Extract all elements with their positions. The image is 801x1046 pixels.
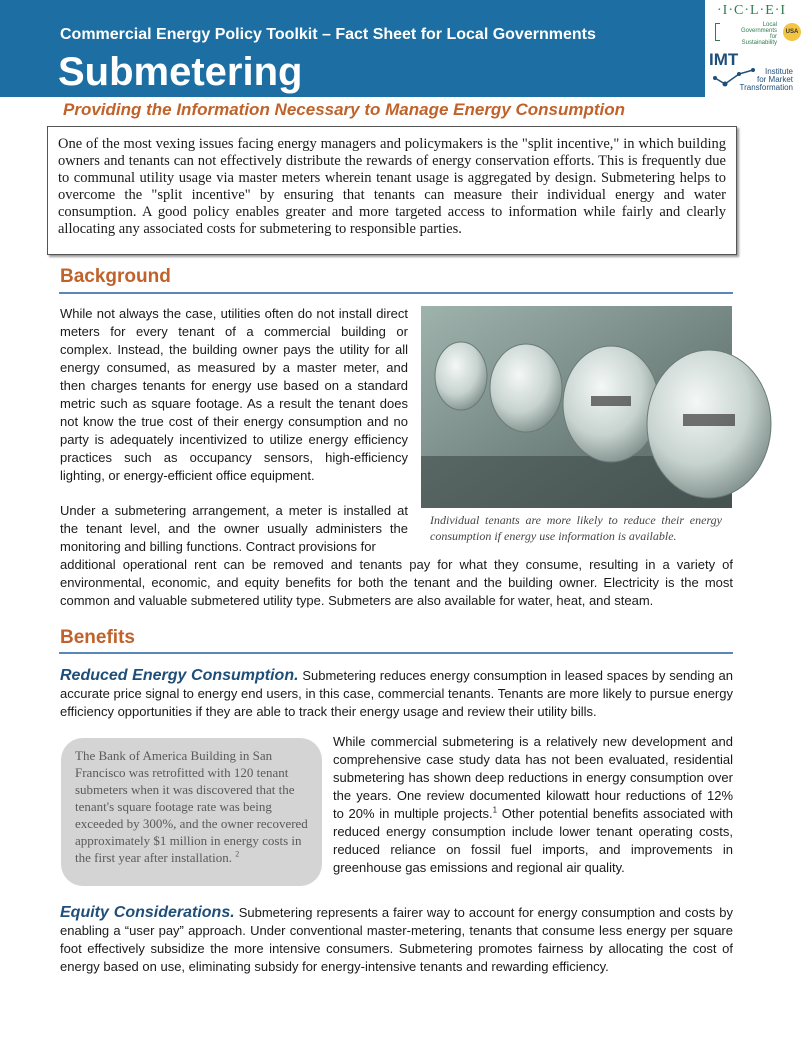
background-heading: Background [60,266,171,287]
iclei-bracket [715,23,720,41]
imt-tagline-line: Institute [764,67,793,76]
callout-text: The Bank of America Building in San Francisco was retrofitted with 120 tenant submeters when it was discovered that the tenant's square footage rate was being exceeded by 300%, and the owner recovered approximately $1 million in energy costs in the first year after installation. [75,748,308,865]
reduced-consumption-paragraph [60,667,733,721]
iclei-tagline-line: for Sustainability [741,34,777,46]
equity-paragraph [60,904,733,976]
electric-meters-photo [421,306,732,508]
residential-text: While commercial submetering is a relatively new development and comprehensive case study data has not been evaluated, residential submetering has shown deep reductions in energy consumption over the years. One review documented kilowatt hour reductions of 12% to 20% in multiple projects. [333,734,733,821]
residential-text-continued: Other potential benefits associated with reduced energy consumption include lower tenant operating costs, reduced reliance on fossil fuel imports, and improvements in greenhouse gas emissions and regional air quality. [333,806,733,875]
background-paragraph-1: While not always the case, utilities often do not install direct meters for every tenant of a commercial building or complex. Instead, the building owner pays the utility for all energy consumed, as measured by a master meter, and then charges tenants for energy use based on a standard metric such as square footage. As a result the tenant does not know the true cost of their energy consumption and no party is adequately incentivized to utilize energy efficiency practices such as occupancy sensors, high-efficiency lighting, or energy-efficient office equipment. [60,306,408,483]
electric-meters-illustration [421,306,732,508]
equity-text: Submetering represents a fairer way to account for energy consumption and costs by enabling a “user pay” approach. Under conventional master-metering, tenants that consume less energy per square foot effectively subsidize the more intensive consumers. Submetering promotes fairness by allocating the cost of energy based on use, eliminating subsidy for energy-intensive tenants and rewarding efficiency. [60,905,733,974]
imt-logo [705,48,797,96]
iclei-tagline-line: Governments [740,28,777,34]
case-study-callout [61,738,322,886]
iclei-logo [713,3,799,46]
iclei-tagline-line: Local [762,22,777,28]
imt-tagline [735,68,793,92]
header-banner [0,0,705,97]
section-divider [59,292,733,294]
equity-subheading: Equity Considerations. [60,904,235,921]
background-paragraph-2a: Under a submetering arrangement, a meter is installed at the tenant level, and the owner usually administers the monitoring and billing functions. Contract provisions for [60,503,408,554]
section-divider [59,652,733,654]
intro-summary-box: One of the most vexing issues facing energy managers and policymakers is the "split incentive," in which building owners and tenants can not effectively distribute the rewards of energy conservation efforts. This is frequently due to communal utility usage via master meters wherein tenant usage is aggregated by design. Submetering helps to overcome the "split incentive" by ensuring that tenants can measure their individual energy and water consumption. A good policy enables greater and more targeted access to information while fairly and clearly allocating any associated costs for submetering to responsible parties. [47,126,737,255]
imt-tagline-line: Transformation [739,83,793,92]
page-title: Submetering [58,50,303,94]
callout-footnote-ref: 2 [235,849,240,859]
page-tagline: Providing the Information Necessary to Manage Energy Consumption [63,100,626,119]
reduced-consumption-subheading: Reduced Energy Consumption. [60,667,299,684]
usa-badge-icon: USA [783,23,801,41]
reduced-consumption-text: Submetering reduces energy consumption in leased spaces by sending an accurate price signal to energy end users, in this case, commercial tenants. Tenants are more likely to pursue energy efficiency opportunities if they are able to track their energy usage and review their utility bills. [60,668,733,719]
series-title: Commercial Energy Policy Toolkit – Fact Sheet for Local Governments [60,26,596,43]
benefits-heading: Benefits [60,627,135,648]
imt-wordmark: IMT [709,50,739,69]
residential-footnote-ref: 1 [492,805,498,815]
imt-tagline-line: for Market [756,75,793,84]
iclei-wordmark: ·I·C·L·E·I [717,3,787,18]
photo-caption: Individual tenants are more likely to reduce their energy consumption if energy use information is available. [430,513,722,543]
iclei-tagline [733,22,777,46]
residential-submetering-paragraph [333,733,733,877]
background-paragraph-2b: additional operational rent can be removed and tenants pay for what they consume, resulting in a variety of environmental, economic, and equity benefits for both the tenant and the building owner. Electricity is the most common and valuable submetered utility type. Submeters are also available for water, heat, and steam. [60,557,733,608]
partner-logos [705,0,797,97]
